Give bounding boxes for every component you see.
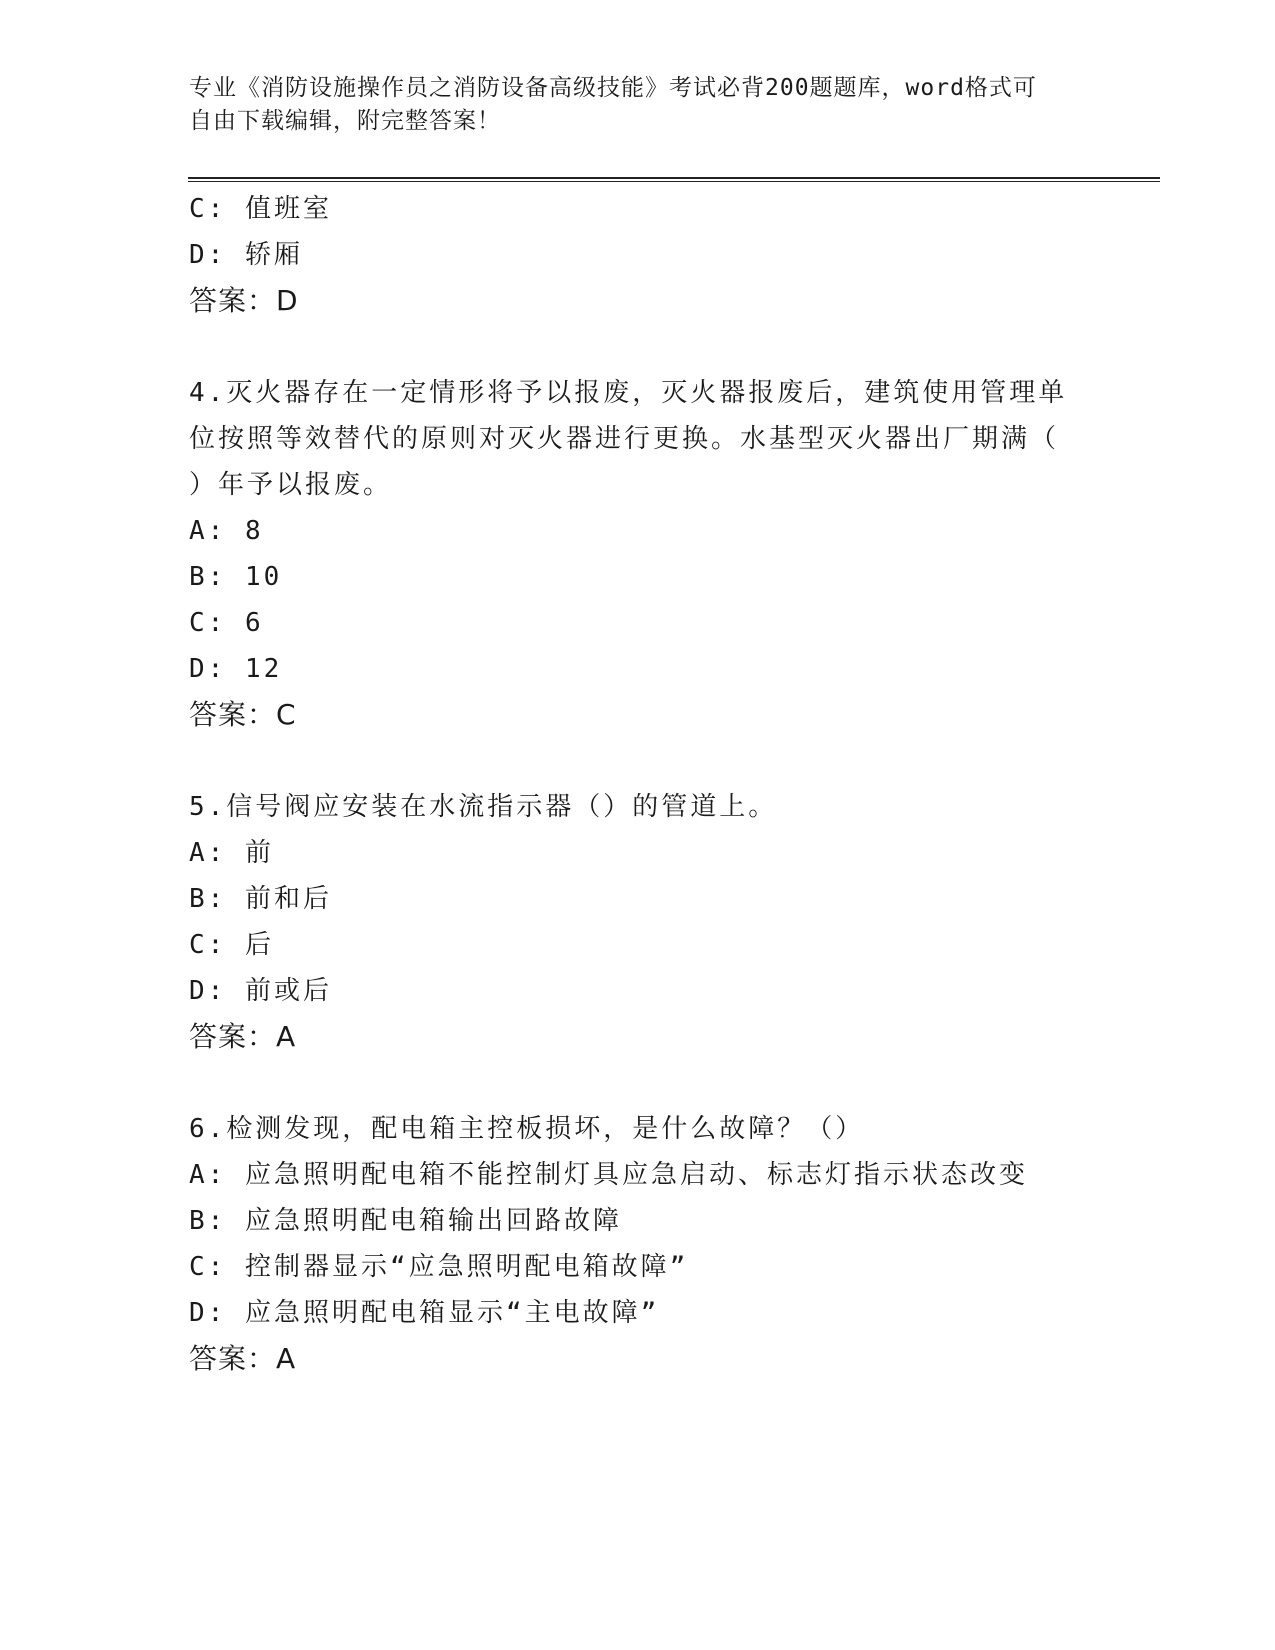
option-a: A: 8 xyxy=(189,516,264,546)
option-c: C: 控制器显示“应急照明配电箱故障” xyxy=(189,1252,689,1282)
spacer xyxy=(189,324,1069,370)
option-d: D: 前或后 xyxy=(189,976,332,1006)
option-b: B: 10 xyxy=(189,562,283,592)
document-header xyxy=(189,72,1069,138)
option-c: C: 值班室 xyxy=(189,194,332,224)
option-d: D: 轿厢 xyxy=(189,240,303,270)
question-text-line: 4.灭火器存在一定情形将予以报废，灭火器报废后，建筑使用管理单 xyxy=(189,378,1068,408)
question-text xyxy=(189,784,1069,830)
document-body xyxy=(189,186,1069,1382)
question-6 xyxy=(189,1106,1069,1382)
answer-line: 答案：A xyxy=(189,1342,297,1375)
answer-line: 答案：C xyxy=(189,698,297,731)
option-c: C: 后 xyxy=(189,930,274,960)
option-d: D: 12 xyxy=(189,654,283,684)
question-4 xyxy=(189,370,1069,738)
answer-line: 答案：D xyxy=(189,284,299,317)
option-a: A: 应急照明配电箱不能控制灯具应急启动、标志灯指示状态改变 xyxy=(189,1160,1028,1190)
option-a: A: 前 xyxy=(189,838,274,868)
option-d: D: 应急照明配电箱显示“主电故障” xyxy=(189,1298,660,1328)
option-c: C: 6 xyxy=(189,608,264,638)
header-line-1: 专业《消防设施操作员之消防设备高级技能》考试必背200题题库，word格式可 xyxy=(189,75,1037,101)
question-text-line: 位按照等效替代的原则对灭火器进行更换。水基型灭火器出厂期满（ xyxy=(189,424,1060,454)
answer-line: 答案：A xyxy=(189,1020,297,1053)
question-text xyxy=(189,370,1069,508)
question-text-line: 6.检测发现，配电箱主控板损坏，是什么故障？（） xyxy=(189,1114,865,1144)
question-text xyxy=(189,1106,1069,1152)
question-text-line: ）年予以报废。 xyxy=(189,470,393,500)
option-b: B: 应急照明配电箱输出回路故障 xyxy=(189,1206,622,1236)
header-divider xyxy=(188,177,1160,182)
question-fragment xyxy=(189,186,1069,324)
spacer xyxy=(189,1060,1069,1106)
question-5 xyxy=(189,784,1069,1060)
option-b: B: 前和后 xyxy=(189,884,332,914)
header-line-2: 自由下载编辑，附完整答案！ xyxy=(189,108,501,134)
question-text-line: 5.信号阀应安装在水流指示器（）的管道上。 xyxy=(189,792,778,822)
spacer xyxy=(189,738,1069,784)
